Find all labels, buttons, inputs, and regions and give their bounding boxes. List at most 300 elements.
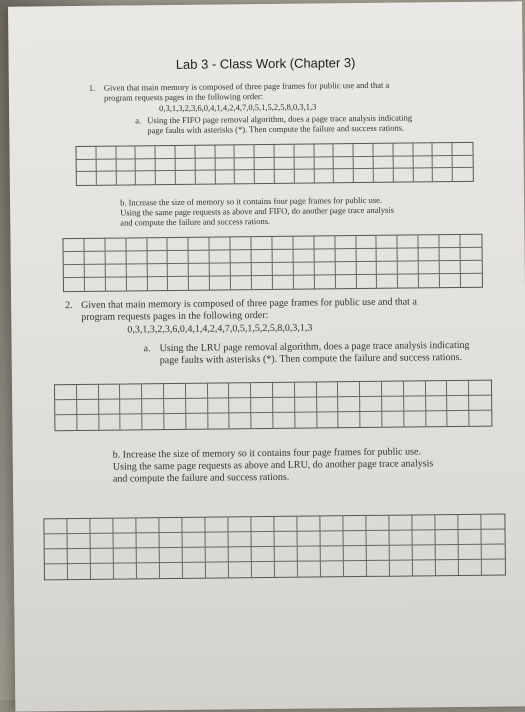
trace-cell	[114, 533, 137, 548]
trace-cell	[160, 533, 183, 548]
trace-cell	[320, 516, 343, 531]
trace-cell	[175, 146, 195, 159]
trace-cell	[164, 384, 186, 399]
trace-cell	[335, 236, 356, 249]
trace-cell	[168, 238, 189, 251]
trace-cell	[137, 548, 160, 563]
q2-page-sequence: 0,3,1,3,2,3,6,0,4,1,4,2,4,7,0,5,1,5,2,5,8,0,3,1,3	[127, 322, 313, 336]
trace-cell	[77, 172, 97, 185]
trace-cell	[334, 144, 354, 157]
trace-cell	[208, 398, 230, 413]
trace-cell	[390, 530, 413, 545]
trace-cell	[374, 156, 394, 169]
trace-cell	[183, 548, 206, 563]
trace-cell	[343, 516, 366, 531]
trace-cell	[461, 248, 482, 261]
trace-cell	[91, 534, 114, 549]
trace-cell	[321, 561, 344, 576]
trace-cell	[206, 562, 229, 577]
q1-number: 1.	[88, 82, 96, 93]
trace-cell	[136, 518, 159, 533]
trace-cell	[336, 275, 357, 288]
trace-cell	[426, 396, 448, 411]
trace-cell	[235, 170, 255, 183]
trace-cell	[354, 144, 374, 157]
trace-cell	[64, 265, 85, 278]
trace-cell	[295, 397, 317, 412]
trace-cell	[459, 530, 482, 545]
trace-cell	[252, 562, 275, 577]
trace-cell	[126, 238, 147, 251]
trace-cell	[366, 516, 389, 531]
trace-cell	[273, 413, 295, 428]
trace-cell	[106, 277, 127, 290]
trace-cell	[114, 548, 137, 563]
trace-cell	[273, 263, 294, 276]
trace-cell	[186, 384, 208, 399]
trace-cell	[116, 146, 136, 159]
q2-number: 2.	[65, 300, 73, 312]
trace-cell	[114, 563, 137, 578]
trace-cell	[335, 262, 356, 275]
trace-cell	[453, 143, 473, 156]
trace-cell	[334, 157, 354, 170]
trace-cell	[315, 275, 336, 288]
trace-cell	[315, 262, 336, 275]
trace-cell	[275, 532, 298, 547]
trace-cell	[105, 251, 126, 264]
trace-cell	[195, 158, 215, 171]
trace-cell	[168, 277, 189, 290]
trace-cell	[275, 562, 298, 577]
trace-cell	[252, 276, 273, 289]
trace-cell	[297, 516, 320, 531]
trace-cell	[314, 236, 335, 249]
trace-cell	[426, 381, 448, 396]
trace-cell	[252, 263, 273, 276]
trace-cell	[215, 171, 235, 184]
trace-cell	[127, 277, 148, 290]
trace-cell	[440, 261, 461, 274]
trace-cell	[335, 249, 356, 262]
trace-cell	[189, 238, 210, 251]
trace-cell	[160, 563, 183, 578]
q1a-line-1: Using the FIFO page removal algorithm, does a page trace analysis indicating	[147, 112, 413, 126]
trace-cell	[106, 264, 127, 277]
trace-cell	[469, 381, 491, 396]
trace-cell	[389, 515, 412, 530]
trace-cell	[189, 251, 210, 264]
trace-cell	[356, 262, 377, 275]
trace-cell	[137, 563, 160, 578]
trace-cell	[208, 383, 230, 398]
trace-cell	[356, 236, 377, 249]
trace-cell	[404, 411, 426, 426]
trace-cell	[458, 515, 481, 530]
trace-cell	[413, 560, 436, 575]
trace-cell	[294, 157, 314, 170]
trace-cell	[45, 534, 68, 549]
trace-cell	[168, 251, 189, 264]
trace-cell	[344, 561, 367, 576]
trace-cell	[186, 399, 208, 414]
trace-cell	[344, 531, 367, 546]
trace-cell	[164, 414, 186, 429]
trace-cell	[235, 145, 255, 158]
trace-cell	[229, 547, 252, 562]
trace-cell	[295, 170, 315, 183]
trace-cell	[482, 530, 505, 545]
q2b-line-1: b. Increase the size of memory so it contains four page frames for public use.	[112, 446, 421, 461]
q2b-line-3: and compute the failure and success rations.	[112, 471, 290, 485]
trace-cell	[413, 169, 433, 182]
trace-cell	[448, 396, 470, 411]
trace-cell	[252, 532, 275, 547]
trace-cell	[404, 381, 426, 396]
trace-cell	[394, 169, 414, 182]
trace-cell	[433, 156, 453, 169]
trace-cell	[164, 399, 186, 414]
trace-cell	[273, 276, 294, 289]
trace-cell	[147, 277, 168, 290]
trace-cell	[64, 252, 85, 265]
trace-cell	[176, 158, 196, 171]
trace-cell	[433, 143, 453, 156]
trace-cell	[84, 239, 105, 252]
trace-cell	[126, 251, 147, 264]
trace-cell	[344, 546, 367, 561]
trace-cell	[99, 400, 121, 415]
trace-cell	[377, 262, 398, 275]
trace-cell	[210, 237, 231, 250]
trace-cell	[63, 239, 84, 252]
trace-cell	[298, 561, 321, 576]
trace-cell	[390, 545, 413, 560]
trace-cell	[314, 157, 334, 170]
trace-cell	[142, 399, 164, 414]
trace-cell	[440, 274, 461, 287]
trace-cell	[419, 235, 440, 248]
q1b-trace-table	[62, 234, 483, 292]
trace-cell	[195, 146, 215, 159]
trace-cell	[210, 250, 231, 263]
trace-cell	[356, 249, 377, 262]
trace-cell	[142, 414, 164, 429]
trace-cell	[339, 412, 361, 427]
trace-cell	[314, 170, 334, 183]
trace-cell	[461, 235, 482, 248]
trace-cell	[252, 250, 273, 263]
trace-cell	[273, 398, 295, 413]
trace-cell	[461, 261, 482, 274]
trace-cell	[206, 547, 229, 562]
trace-cell	[231, 250, 252, 263]
trace-cell	[398, 248, 419, 261]
trace-cell	[45, 549, 68, 564]
trace-cell	[275, 157, 295, 170]
trace-cell	[356, 275, 377, 288]
trace-cell	[321, 531, 344, 546]
trace-cell	[461, 274, 482, 287]
trace-cell	[419, 274, 440, 287]
q2a-line-1: Using the LRU page removal algorithm, does a page trace analysis indicating	[159, 339, 470, 355]
trace-cell	[113, 518, 136, 533]
trace-cell	[99, 385, 121, 400]
trace-cell	[419, 261, 440, 274]
trace-cell	[317, 382, 339, 397]
trace-cell	[215, 158, 235, 171]
trace-cell	[482, 545, 505, 560]
trace-cell	[252, 547, 275, 562]
trace-cell	[126, 264, 147, 277]
trace-cell	[398, 261, 419, 274]
trace-cell	[398, 274, 419, 287]
trace-cell	[189, 277, 210, 290]
trace-cell	[251, 517, 274, 532]
trace-cell	[229, 532, 252, 547]
trace-cell	[116, 159, 136, 172]
trace-cell	[159, 518, 182, 533]
trace-cell	[44, 519, 67, 534]
trace-cell	[273, 383, 295, 398]
trace-cell	[436, 545, 459, 560]
trace-cell	[45, 564, 68, 579]
trace-cell	[68, 564, 91, 579]
trace-cell	[272, 237, 293, 250]
trace-cell	[377, 249, 398, 262]
trace-cell	[275, 547, 298, 562]
trace-cell	[121, 399, 143, 414]
q1a-line-2: page faults with asterisks (*). Then compute the failure and success rations.	[147, 122, 405, 136]
trace-cell	[398, 235, 419, 248]
trace-cell	[453, 168, 473, 181]
trace-cell	[84, 252, 105, 265]
q2b-trace-table	[43, 514, 506, 581]
trace-cell	[390, 560, 413, 575]
trace-cell	[440, 235, 461, 248]
trace-cell	[360, 397, 382, 412]
trace-cell	[206, 532, 229, 547]
trace-cell	[367, 531, 390, 546]
trace-cell	[314, 144, 334, 157]
trace-cell	[251, 383, 273, 398]
trace-cell	[314, 249, 335, 262]
trace-cell	[96, 159, 116, 172]
trace-cell	[482, 560, 505, 575]
trace-cell	[121, 414, 143, 429]
trace-cell	[298, 531, 321, 546]
trace-cell	[419, 248, 440, 261]
trace-cell	[251, 413, 273, 428]
trace-cell	[274, 145, 294, 158]
trace-cell	[426, 411, 448, 426]
trace-cell	[116, 172, 136, 185]
trace-cell	[255, 170, 275, 183]
q2b-line-2: Using the same page requests as above and LRU, do another page trace analysis	[112, 458, 434, 473]
trace-cell	[210, 263, 231, 276]
trace-cell	[436, 560, 459, 575]
trace-cell	[321, 546, 344, 561]
trace-cell	[293, 236, 314, 249]
trace-cell	[210, 276, 231, 289]
trace-cell	[435, 515, 458, 530]
trace-cell	[97, 172, 117, 185]
q2-line-2: program requests pages in the following order:	[81, 309, 269, 323]
trace-cell	[255, 145, 275, 158]
trace-cell	[231, 263, 252, 276]
trace-cell	[205, 517, 228, 532]
trace-cell	[295, 382, 317, 397]
trace-cell	[393, 143, 413, 156]
trace-cell	[156, 159, 176, 172]
page-title: Lab 3 - Class Work (Chapter 3)	[175, 55, 356, 72]
trace-cell	[137, 533, 160, 548]
trace-cell	[91, 564, 114, 579]
trace-cell	[453, 155, 473, 168]
trace-cell	[120, 384, 142, 399]
trace-cell	[354, 169, 374, 182]
trace-cell	[413, 143, 433, 156]
trace-cell	[91, 549, 114, 564]
trace-cell	[377, 275, 398, 288]
q1-line-2: program requests pages in the following order:	[103, 91, 264, 103]
trace-cell	[317, 397, 339, 412]
trace-cell	[99, 415, 121, 430]
trace-cell	[231, 276, 252, 289]
trace-cell	[208, 413, 230, 428]
trace-cell	[373, 144, 393, 157]
q2a-label: a.	[143, 343, 151, 355]
trace-cell	[76, 147, 96, 160]
trace-cell	[448, 411, 470, 426]
trace-cell	[374, 169, 394, 182]
trace-cell	[235, 158, 255, 171]
trace-cell	[230, 398, 252, 413]
trace-cell	[447, 381, 469, 396]
trace-cell	[196, 171, 216, 184]
q1-page-sequence: 0,3,1,3,2,3,6,0,4,1,4,2,4,7,0,5,1,5,2,5,8,0,3,1,3	[159, 101, 317, 114]
trace-cell	[393, 156, 413, 169]
trace-cell	[96, 147, 116, 160]
trace-cell	[360, 382, 382, 397]
trace-cell	[275, 170, 295, 183]
trace-cell	[147, 264, 168, 277]
trace-cell	[339, 397, 361, 412]
trace-cell	[459, 560, 482, 575]
q1b-line-2: Using the same page requests as above and FIFO, do another page trace analysis	[120, 204, 395, 218]
trace-cell	[147, 251, 168, 264]
trace-cell	[176, 171, 196, 184]
trace-cell	[182, 518, 205, 533]
trace-cell	[77, 159, 97, 172]
trace-cell	[404, 396, 426, 411]
trace-cell	[293, 249, 314, 262]
trace-cell	[186, 414, 208, 429]
trace-cell	[367, 546, 390, 561]
trace-cell	[382, 412, 404, 427]
trace-cell	[295, 412, 317, 427]
trace-cell	[367, 561, 390, 576]
trace-cell	[252, 237, 273, 250]
trace-cell	[90, 519, 113, 534]
trace-cell	[77, 415, 99, 430]
trace-cell	[469, 396, 491, 411]
trace-cell	[136, 171, 156, 184]
trace-cell	[412, 515, 435, 530]
worksheet-page	[8, 1, 525, 711]
trace-cell	[64, 278, 85, 291]
trace-cell	[142, 384, 164, 399]
trace-cell	[294, 262, 315, 275]
trace-cell	[298, 546, 321, 561]
q1a-trace-table	[75, 142, 473, 186]
trace-cell	[183, 533, 206, 548]
trace-cell	[77, 385, 99, 400]
trace-cell	[105, 238, 126, 251]
trace-cell	[433, 168, 453, 181]
trace-cell	[413, 545, 436, 560]
trace-cell	[85, 265, 106, 278]
trace-cell	[338, 382, 360, 397]
trace-cell	[189, 264, 210, 277]
trace-cell	[136, 159, 156, 172]
trace-cell	[382, 397, 404, 412]
trace-cell	[229, 383, 251, 398]
trace-cell	[469, 411, 491, 426]
trace-cell	[459, 545, 482, 560]
trace-cell	[55, 385, 77, 400]
trace-cell	[68, 549, 91, 564]
trace-cell	[55, 415, 77, 430]
trace-cell	[156, 146, 176, 159]
trace-cell	[156, 171, 176, 184]
q1a-label: a.	[135, 115, 142, 126]
trace-cell	[413, 156, 433, 169]
trace-cell	[377, 236, 398, 249]
trace-cell	[436, 530, 459, 545]
trace-cell	[231, 237, 252, 250]
q2a-line-2: page faults with asterisks (*). Then compute the failure and success rations.	[159, 351, 463, 367]
trace-cell	[413, 530, 436, 545]
trace-cell	[251, 398, 273, 413]
q2a-trace-table	[54, 380, 492, 432]
trace-cell	[147, 238, 168, 251]
trace-cell	[334, 169, 354, 182]
trace-cell	[229, 562, 252, 577]
trace-cell	[183, 563, 206, 578]
trace-cell	[85, 278, 106, 291]
q1b-line-1: b. Increase the size of memory so it contains four page frames for public use.	[120, 194, 383, 208]
trace-cell	[55, 400, 77, 415]
trace-cell	[274, 517, 297, 532]
trace-cell	[360, 412, 382, 427]
trace-cell	[440, 248, 461, 261]
trace-cell	[317, 412, 339, 427]
trace-cell	[255, 158, 275, 171]
trace-cell	[228, 517, 251, 532]
trace-cell	[77, 400, 99, 415]
trace-cell	[160, 548, 183, 563]
q1b-line-3: and compute the failure and success rations.	[120, 215, 271, 228]
trace-cell	[230, 413, 252, 428]
trace-cell	[68, 534, 91, 549]
trace-cell	[382, 382, 404, 397]
trace-cell	[294, 144, 314, 157]
trace-cell	[168, 264, 189, 277]
q1-line-1: Given that main memory is composed of three page frames for public use and that a	[103, 79, 390, 93]
trace-cell	[481, 515, 504, 530]
trace-cell	[215, 145, 235, 158]
